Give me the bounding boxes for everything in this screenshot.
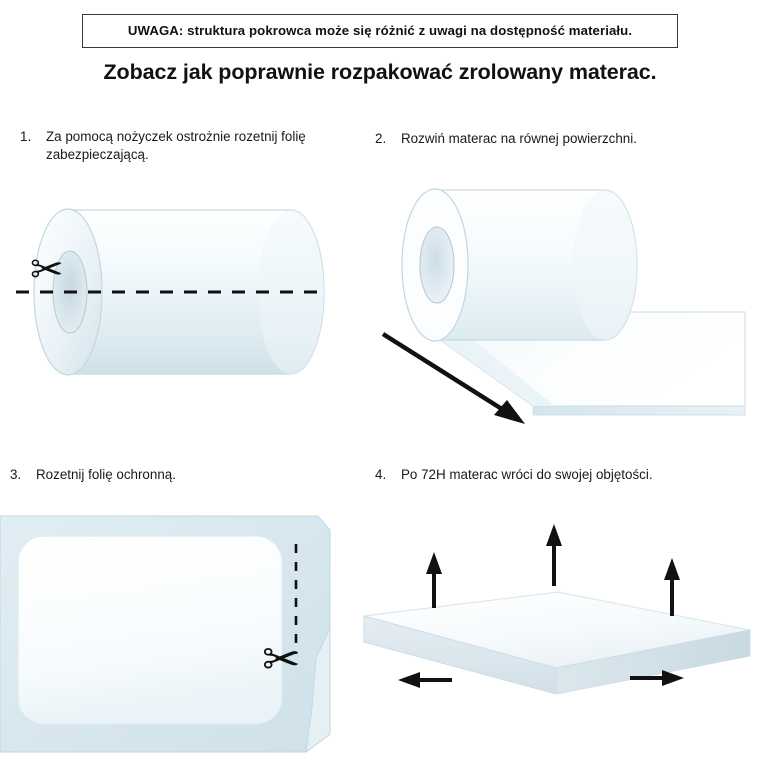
step-3-text: Rozetnij folię ochronną. <box>36 467 176 482</box>
page-title <box>0 60 760 85</box>
step-1-text: Za pomocą nożyczek ostrożnie rozetnij folię zabezpieczającą. <box>46 129 306 162</box>
step-4-number: 4. <box>375 467 387 482</box>
scissors-icon: ✂ <box>30 248 64 292</box>
step-1-number: 1. <box>20 129 32 144</box>
page-title-text: Zobacz jak poprawnie rozpakować zrolowany materac. <box>103 60 657 84</box>
step-2-text: Rozwiń materac na równej powierzchni. <box>401 131 637 146</box>
step-2-caption <box>375 130 725 148</box>
notice-banner <box>82 14 678 48</box>
step-3-illustration <box>0 508 340 758</box>
step-2-illustration <box>355 172 755 432</box>
notice-text: UWAGA: struktura pokrowca może się różnić z uwagi na dostępność materiału. <box>127 23 633 38</box>
step-1-caption <box>20 128 340 164</box>
step-1-illustration <box>8 180 348 410</box>
step-3-number: 3. <box>10 467 22 482</box>
mattress-shape <box>18 536 282 724</box>
step-2-number: 2. <box>375 131 387 146</box>
rolled-mattress-shape <box>402 189 637 341</box>
step-4-caption <box>375 466 735 484</box>
step-4-illustration <box>350 508 760 758</box>
step-3-caption <box>10 466 340 484</box>
scissors-icon: ✂ <box>262 633 301 685</box>
step-4-text: Po 72H materac wróci do swojej objętości. <box>401 467 653 482</box>
